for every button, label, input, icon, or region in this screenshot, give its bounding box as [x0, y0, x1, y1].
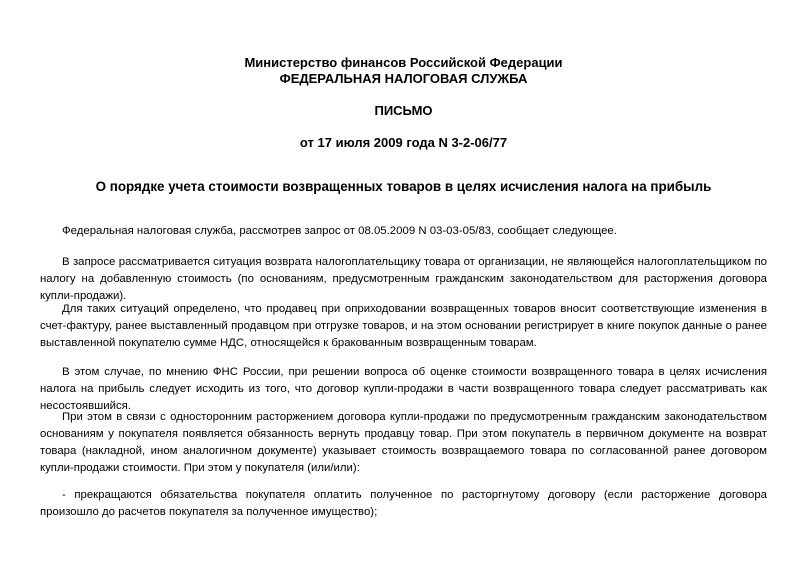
document-date: от 17 июля 2009 года N 3-2-06/77 [299, 135, 508, 150]
paragraph-6: - прекращаются обязательства покупателя оплатить полученное по расторгнутому договору (если расторжение договора произошло до расчетов покупателя за полученное имущество); [40, 489, 767, 518]
document-title: О порядке учета стоимости возвращенных товаров в целях исчисления налога на прибыль [95, 179, 712, 194]
paragraph-5: При этом в связи с односторонним расторжением договора купли-продажи по предусмотренным гражданским законодательством основаниям у покупателя появляется обязанность вернуть продавцу товар. При этом покупатель в первичном документе на возврат товара (накладной, ином аналогичном документе) указывает стоимость возвращаемого товара по согласованной ранее договором купли-продажи стоимости. При этом у покупателя (или/или): [40, 411, 767, 474]
paragraph-2: В запросе рассматривается ситуация возврата налогоплательщику товара от организации, не являющейся налогоплательщиком по налогу на добавленную стоимость (по основаниям, предусмотренным гражданским законодательством для расторжения договора купли-продажи). [40, 256, 767, 302]
paragraph-3: Для таких ситуаций определено, что продавец при оприходовании возвращенных товаров вносит соответствующие изменения в счет-фактуру, ранее выставленный продавцом при отгрузке товаров, и на этом основании регистрирует в книге покупок данные о ранее выставленной покупателю сумме НДС, относящейся к бракованным возвращенным товарам. [40, 303, 767, 349]
paragraph-4: В этом случае, по мнению ФНС России, при решении вопроса об оценке стоимости возвращенного товара в целях исчисления налога на прибыль следует исходить из того, что договор купли-продажи в части возвращенного товара следует рассматривать как несостоявшийся. [40, 366, 767, 412]
service-name: ФЕДЕРАЛЬНАЯ НАЛОГОВАЯ СЛУЖБА [279, 71, 528, 86]
ministry-name: Министерство финансов Российской Федерации [244, 55, 563, 70]
paragraph-1: Федеральная налоговая служба, рассмотрев запрос от 08.05.2009 N 03-03-05/83, сообщает следующее. [62, 225, 617, 237]
document-type: ПИСЬМО [374, 103, 433, 118]
